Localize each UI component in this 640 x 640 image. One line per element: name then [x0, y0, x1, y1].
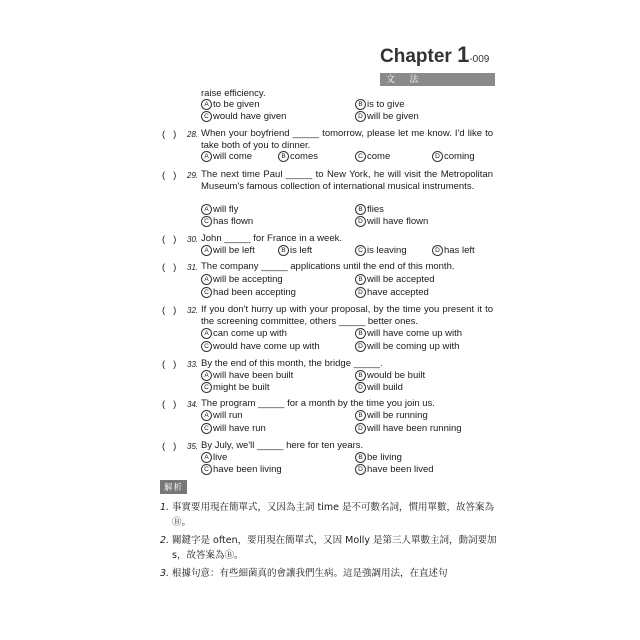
option-a: [201, 274, 283, 286]
question-stem: By July, we'll _____ here for ten years.: [201, 440, 364, 451]
answer-blank[interactable]: ( ): [162, 359, 177, 370]
option-text: will be accepting: [213, 274, 283, 286]
question-stem: By the end of this month, the bridge _____.: [201, 358, 383, 369]
option-d: [355, 382, 403, 394]
option-text: come: [367, 151, 391, 163]
option-text: comes: [290, 151, 318, 163]
option-text: have accepted: [367, 287, 429, 299]
option-text: be living: [367, 452, 402, 464]
circle-b-icon: B: [355, 370, 366, 381]
option-text: will run: [213, 410, 243, 422]
option-text: will have been running: [367, 423, 462, 435]
question-stem: The next time Paul _____ to New York, he will visit the Metropolitan Museum's famous collection of international musical instruments.: [201, 169, 493, 192]
answer-blank[interactable]: ( ): [162, 129, 177, 140]
question-number-text: 31.: [187, 263, 199, 272]
circle-b-icon: B: [278, 245, 289, 256]
option-text: will have come up with: [367, 328, 463, 340]
explanation-item-1: [160, 500, 500, 528]
option-c: [201, 111, 286, 123]
option-text: flies: [367, 204, 384, 216]
circle-a-icon: A: [201, 410, 212, 421]
circle-c-icon: C: [201, 423, 212, 434]
option-d: [355, 423, 462, 435]
circle-c-icon: C: [201, 287, 212, 298]
option-d: [355, 216, 428, 228]
option-text: have been living: [213, 464, 282, 476]
option-b: [355, 452, 402, 464]
question-stem: The program _____ for a month by the time you join us.: [201, 398, 435, 409]
option-text: to be given: [213, 99, 260, 111]
option-text: coming: [444, 151, 475, 163]
option-a: [201, 204, 238, 216]
answer-blank[interactable]: ( ): [162, 305, 177, 316]
option-d: [432, 245, 475, 257]
circle-b-icon: B: [355, 410, 366, 421]
explanation-tag: 解析: [160, 480, 187, 494]
option-b: [355, 99, 405, 111]
option-text: will be accepted: [367, 274, 435, 286]
option-text: will be given: [367, 111, 419, 123]
option-text: will be left: [213, 245, 255, 257]
question-stem: The company _____ applications until the end of this month.: [201, 261, 455, 272]
option-c: [201, 287, 296, 299]
option-text: have been lived: [367, 464, 434, 476]
option-a: [201, 99, 259, 111]
circle-b-icon: B: [355, 452, 366, 463]
question-number: [187, 441, 201, 453]
option-d: [355, 341, 459, 353]
question-stem: When your boyfriend _____ tomorrow, please let me know. I'd like to take both of you to dinner.: [201, 128, 493, 151]
circle-b-icon: B: [355, 99, 366, 110]
question-number: [187, 359, 201, 371]
circle-d-icon: D: [355, 287, 366, 298]
circle-d-icon: D: [432, 151, 443, 162]
option-a: [201, 245, 255, 257]
option-c: [201, 341, 320, 353]
circle-c-icon: C: [355, 245, 366, 256]
circle-b-icon: B: [278, 151, 289, 162]
option-text: will come: [213, 151, 253, 163]
circle-a-icon: A: [201, 370, 212, 381]
answer-blank[interactable]: ( ): [162, 262, 177, 273]
circle-c-icon: C: [201, 341, 212, 352]
option-text: is leaving: [367, 245, 407, 257]
option-d: [355, 111, 419, 123]
option-text: had been accepting: [213, 287, 296, 299]
option-text: has flown: [213, 216, 254, 228]
question-stem: John _____ for France in a week.: [201, 233, 343, 244]
circle-d-icon: D: [355, 423, 366, 434]
explanation-item-3: [160, 566, 500, 581]
question-number-text: 34.: [187, 400, 199, 409]
circle-b-icon: B: [355, 204, 366, 215]
explanation-number: 2.: [160, 535, 170, 546]
circle-a-icon: A: [201, 452, 212, 463]
question-number-text: 32.: [187, 306, 199, 315]
option-a: [201, 410, 243, 422]
option-text: will build: [367, 382, 403, 394]
option-text: might be built: [213, 382, 270, 394]
option-c: [201, 464, 282, 476]
question-number: [187, 170, 201, 182]
circle-d-icon: D: [355, 464, 366, 475]
option-text: can come up with: [213, 328, 287, 340]
question-number: [187, 305, 201, 317]
question-number-text: 33.: [187, 360, 199, 369]
option-d: [355, 287, 429, 299]
option-text: will be coming up with: [367, 341, 460, 353]
option-b: [278, 151, 318, 163]
circle-c-icon: C: [201, 464, 212, 475]
circle-d-icon: D: [355, 341, 366, 352]
circle-d-icon: D: [355, 216, 366, 227]
circle-d-icon: D: [355, 111, 366, 122]
explanation-text: 根據句意：有些細菌真的會讓我們生病。這是強調用法，在直述句: [172, 568, 448, 579]
option-text: will have been built: [213, 370, 294, 382]
option-a: [201, 452, 227, 464]
explanation-number: 3.: [160, 568, 170, 579]
circle-b-icon: B: [355, 274, 366, 285]
option-b: [355, 328, 462, 340]
option-text: would have come up with: [213, 341, 320, 353]
circle-d-icon: D: [432, 245, 443, 256]
option-text: is to give: [367, 99, 405, 111]
answer-blank[interactable]: ( ): [162, 234, 177, 245]
circle-a-icon: A: [201, 151, 212, 162]
circle-c-icon: C: [201, 216, 212, 227]
explanation-text: 事實要用現在簡單式，又因為主詞 time 是不可數名詞，慣用單數，故答案為Ⓑ。: [172, 502, 495, 528]
option-c: [355, 245, 407, 257]
option-a: [201, 370, 293, 382]
option-d: [432, 151, 475, 163]
option-text: will fly: [213, 204, 239, 216]
option-b: [355, 410, 428, 422]
question-stem: If you don't hurry up with your proposal, by the time you present it to the screening committee, others _____ better ones.: [201, 304, 493, 327]
chapter-number: 1: [457, 42, 470, 67]
question-number: [187, 262, 201, 274]
option-a: [201, 328, 287, 340]
question-number-text: 29.: [187, 171, 199, 180]
explanation-text: 關鍵字是 often，要用現在簡單式，又因 Molly 是第三人單數主詞，動詞要加 s，故答案為Ⓑ。: [172, 535, 497, 561]
option-text: is left: [290, 245, 313, 257]
question-number: [187, 129, 201, 141]
circle-d-icon: D: [355, 382, 366, 393]
circle-a-icon: A: [201, 99, 212, 110]
circle-a-icon: A: [201, 245, 212, 256]
option-b: [355, 274, 435, 286]
answer-blank[interactable]: ( ): [162, 170, 177, 181]
option-a: [201, 151, 252, 163]
option-text: has left: [444, 245, 475, 257]
circle-b-icon: B: [355, 328, 366, 339]
option-text: would have given: [213, 111, 287, 123]
explanation-item-2: [160, 533, 500, 561]
option-b: [355, 370, 425, 382]
option-d: [355, 464, 434, 476]
circle-c-icon: C: [355, 151, 366, 162]
option-text: will have flown: [367, 216, 429, 228]
answer-blank[interactable]: ( ): [162, 441, 177, 452]
option-c: [201, 382, 270, 394]
option-c: [201, 423, 266, 435]
explanation-number: 1.: [160, 502, 170, 513]
option-text: will have run: [213, 423, 266, 435]
circle-a-icon: A: [201, 204, 212, 215]
option-c: [355, 151, 390, 163]
chapter-header: [380, 44, 495, 86]
option-text: live: [213, 452, 228, 464]
question-number: [187, 399, 201, 411]
question-number-text: 30.: [187, 235, 199, 244]
section-bar: 文 法: [380, 73, 495, 86]
page-number: -009: [469, 54, 490, 65]
chapter-title: [380, 44, 495, 71]
circle-a-icon: A: [201, 328, 212, 339]
answer-blank[interactable]: ( ): [162, 399, 177, 410]
option-text: would be built: [367, 370, 426, 382]
question-number-text: 28.: [187, 130, 199, 139]
option-c: [201, 216, 253, 228]
option-b: [278, 245, 312, 257]
circle-c-icon: C: [201, 382, 212, 393]
circle-a-icon: A: [201, 274, 212, 285]
chapter-word: Chapter: [380, 46, 452, 67]
option-text: will be running: [367, 410, 428, 422]
circle-c-icon: C: [201, 111, 212, 122]
question-stem: raise efficiency.: [201, 88, 266, 99]
option-b: [355, 204, 384, 216]
question-number: [187, 234, 201, 246]
question-number-text: 35.: [187, 442, 199, 451]
